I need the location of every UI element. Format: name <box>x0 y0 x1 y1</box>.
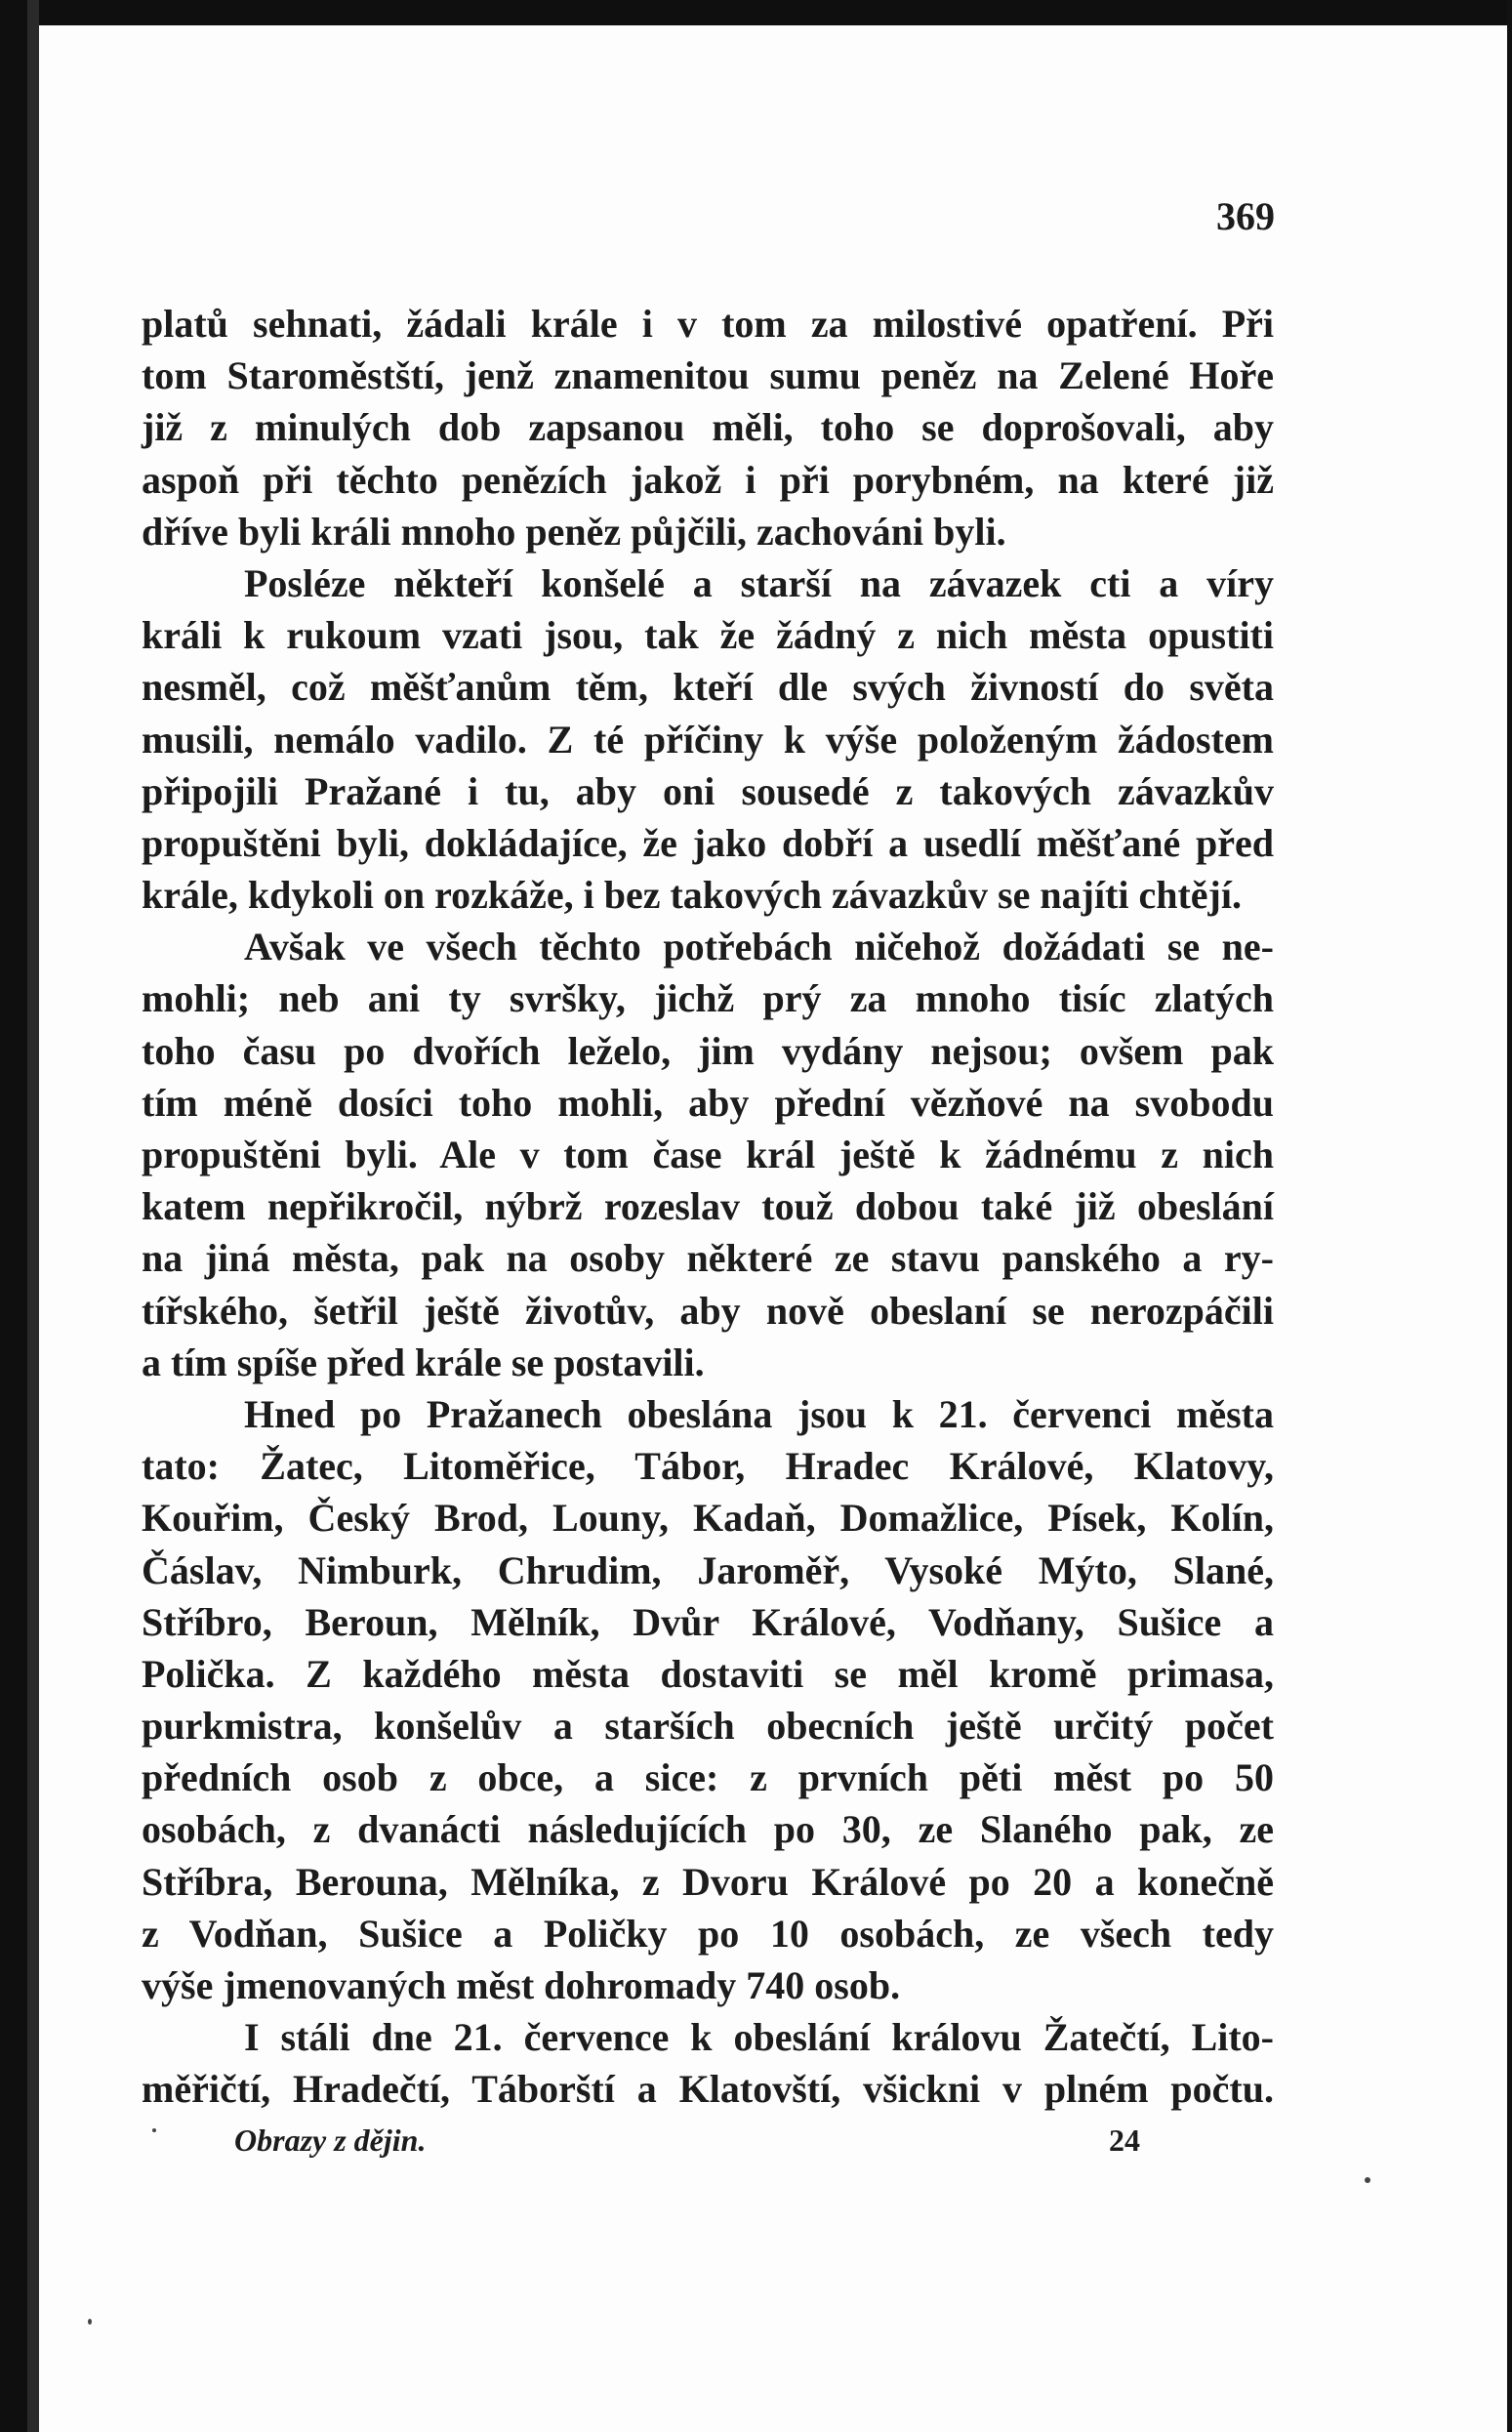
text-line: tířského, šetřil ještě životův, aby nově obeslaní se nerozpáčili <box>142 1288 1274 1333</box>
text-line: Posléze někteří konšelé a starší na závazek cti a víry <box>244 560 1274 605</box>
body-text <box>142 298 1274 2116</box>
text-line: tato: Žatec, Litoměřice, Tábor, Hradec Králové, Klatovy, <box>142 1444 1274 1489</box>
text-line: Stříbra, Berouna, Mělníka, z Dvoru Králové po 20 a konečně <box>142 1859 1274 1904</box>
text-line: výše jmenovaných měst dohromady 740 osob. <box>142 1963 901 2007</box>
text-line: Čáslav, Nimburk, Chrudim, Jaroměř, Vysoké Mýto, Slané, <box>142 1547 1274 1592</box>
text-line: a tím spíše před krále se postavili. <box>142 1340 705 1384</box>
text-line: Hned po Pražanech obeslána jsou k 21. červenci města <box>244 1391 1274 1436</box>
text-line: již z minulých dob zapsanou měli, toho se doprošovali, aby <box>142 405 1274 450</box>
text-line: toho času po dvořích leželo, jim vydány nejsou; ovšem pak <box>142 1028 1274 1073</box>
text-line: I stáli dne 21. července k obeslání královu Žatečtí, Lito- <box>244 2015 1274 2060</box>
text-line: Avšak ve všech těchto potřebách ničehož dožádati se ne- <box>244 925 1274 969</box>
text-line: předních osob z obce, a sice: z prvních pěti měst po 50 <box>142 1755 1274 1800</box>
scan-speck <box>1365 2177 1370 2183</box>
text-line: musili, nemálo vadilo. Z té příčiny k výše položeným žádostem <box>142 717 1274 762</box>
footer-book-title: Obrazy z dějin. <box>234 2123 427 2158</box>
text-line: krále, kdykoli on rozkáže, i bez takových závazkův se najíti chtějí. <box>142 873 1242 918</box>
text-line: z Vodňan, Sušice a Poličky po 10 osobách, ze všech tedy <box>142 1911 1274 1956</box>
text-line: připojili Pražané i tu, aby oni sousedé z takových závazkův <box>142 768 1274 813</box>
text-line: aspoň při těchto penězích jakož i při porybném, na které již <box>142 457 1274 502</box>
text-line: dříve byli králi mnoho peněz půjčili, zachováni byli. <box>142 509 1006 554</box>
text-line: na jiná města, pak na osoby některé ze stavu panského a ry- <box>142 1236 1274 1281</box>
text-line: nesměl, což měšťanům těm, kteří dle svých živností do světa <box>142 665 1274 710</box>
text-line: propuštěni byli. Ale v tom čase král ještě k žádnému z nich <box>142 1133 1274 1176</box>
text-line: osobách, z dvanácti následujících po 30, ze Slaného pak, ze <box>142 1807 1274 1852</box>
footer-signature-mark: 24 <box>1109 2123 1140 2158</box>
text-line: králi k rukoum vzati jsou, tak že žádný z nich města opustiti <box>142 613 1274 658</box>
scan-speck <box>88 2319 92 2325</box>
text-line: purkmistra, konšelův a starších obecních ještě určitý počet <box>142 1704 1274 1749</box>
text-line: tím méně dosíci toho mohli, aby přední vězňové na svobodu <box>142 1080 1274 1125</box>
text-line: Stříbro, Beroun, Mělník, Dvůr Králové, Vodňany, Sušice a <box>142 1599 1274 1644</box>
text-line: platů sehnati, žádali krále i v tom za milostivé opatření. Při <box>142 302 1274 346</box>
text-line: mohli; neb ani ty svršky, jichž prý za mnoho tisíc zlatých <box>142 976 1274 1021</box>
text-line: katem nepřikročil, nýbrž rozeslav touž dobou také již obeslání <box>142 1184 1274 1229</box>
text-line: propuštěni byli, dokládajíce, že jako dobří a usedlí měšťané před <box>142 820 1274 865</box>
text-line: měřičtí, Hradečtí, Táborští a Klatovští, všickni v plném počtu. <box>142 2067 1274 2112</box>
scan-speck <box>152 2128 156 2132</box>
scan-border-right <box>1507 0 1512 2432</box>
text-line: tom Staroměstští, jenž znamenitou sumu peněz na Zelené Hoře <box>142 353 1274 398</box>
text-line: Polička. Z každého města dostaviti se měl kromě primasa, <box>142 1651 1274 1696</box>
scan-border-left-inner <box>27 0 39 2432</box>
text-line: Kouřim, Český Brod, Louny, Kadaň, Domažlice, Písek, Kolín, <box>142 1496 1274 1541</box>
scan-border-top <box>0 0 1512 25</box>
page-number: 369 <box>1216 194 1275 238</box>
